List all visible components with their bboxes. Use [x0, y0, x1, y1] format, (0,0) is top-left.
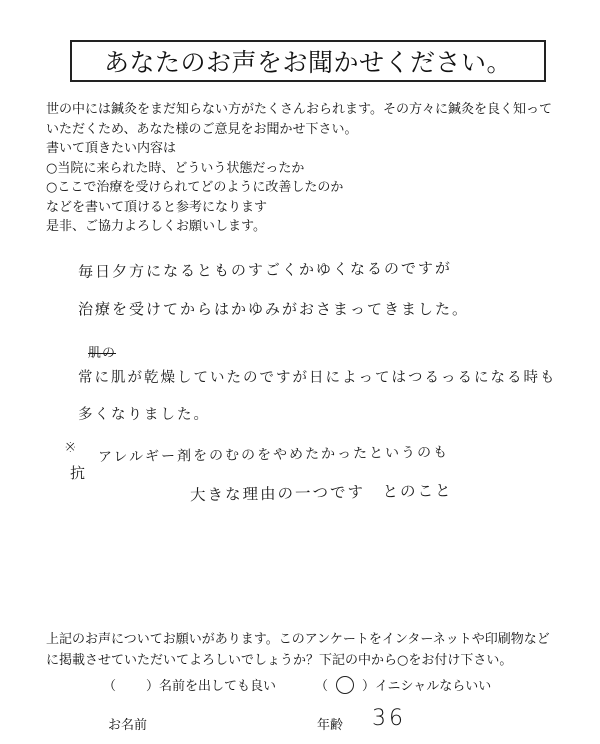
choice-paren-close: ）: [146, 679, 160, 694]
intro-line: ○当院に来られた時、どういう状態だったか: [46, 160, 305, 176]
age-value: 36: [372, 706, 406, 731]
choice-initials-ok[interactable]: [315, 675, 491, 694]
choice-paren-open: （: [103, 679, 117, 694]
age-label: 年齢: [317, 718, 344, 733]
handwritten-line: アレルギー剤をのむのをやめたかったというのも: [97, 444, 450, 466]
choice-label: 名前を出しても良い: [159, 679, 277, 694]
intro-text: [46, 100, 586, 237]
intro-line: 世の中には鍼灸をまだ知らない方がたくさんおられます。その方々に鍼灸を良く知って: [46, 102, 552, 117]
selected-circle-icon: [336, 676, 354, 694]
page-title: あなたのお声をお聞かせください。: [70, 40, 546, 82]
handwritten-struck-text: 肌の: [88, 346, 117, 361]
choice-label: イニシャルならいい: [375, 679, 492, 694]
handwritten-line: 大きな理由の一つです とのこと: [189, 481, 453, 505]
handwritten-line: 毎日夕方になるとものすごくかゆくなるのですが: [77, 259, 453, 281]
intro-line: いただくため、あなた様のご意見をお聞かせ下さい。: [46, 121, 358, 137]
intro-line: ○ここで治療を受けられてどのように改善したのか: [46, 180, 344, 195]
choice-paren-close: ）: [362, 679, 376, 694]
handwritten-margin-mark: ※: [64, 438, 77, 456]
handwritten-line: 治療を受けてからはかゆみがおさまってきました。: [78, 300, 470, 318]
handwritten-margin-mark: 抗: [70, 464, 86, 482]
permission-text: [46, 629, 591, 671]
outro-line: 上記のお声についてお願いがあります。このアンケートをインターネットや印刷物など: [46, 632, 550, 647]
choice-name-ok[interactable]: [103, 675, 276, 694]
choice-paren-open: （: [315, 679, 329, 694]
intro-line: 是非、ご協力よろしくお願いします。: [46, 219, 266, 234]
handwritten-line: 常に肌が乾燥していたのですが日によってはつるっるになる時も: [78, 370, 557, 386]
outro-line: に掲載させていただいてよろしいでしょうか？下記の中から○をお付け下さい。: [46, 653, 513, 668]
name-label: お名前: [108, 718, 148, 733]
intro-line: 書いて頂きたい内容は: [46, 141, 177, 156]
intro-line: などを書いて頂けると参考になります: [46, 199, 268, 215]
handwritten-line: 多くなりました。: [78, 407, 210, 423]
